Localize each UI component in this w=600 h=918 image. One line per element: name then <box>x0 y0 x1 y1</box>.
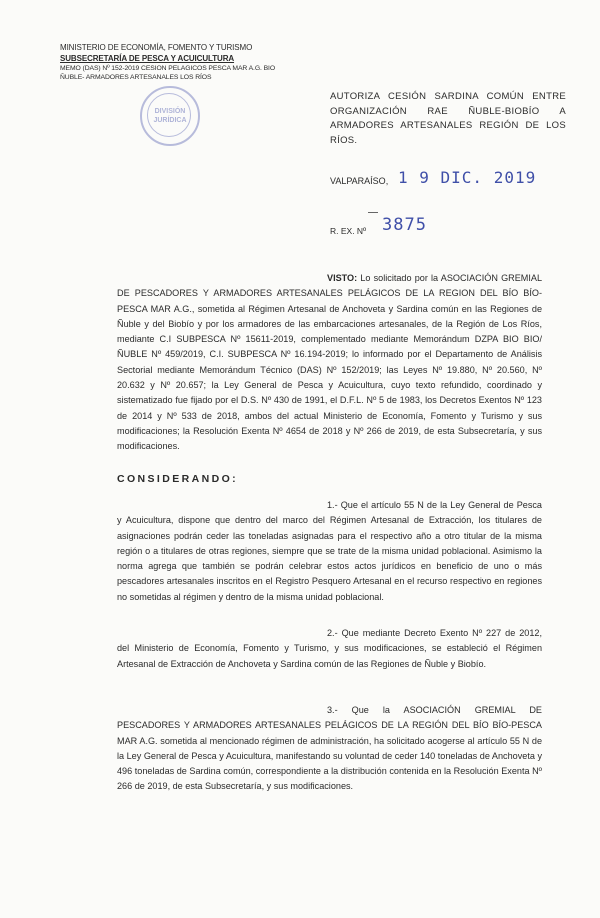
stamp-line-1: DIVISIÓN <box>154 108 186 115</box>
letterhead <box>60 42 300 82</box>
memo-reference: MEMO (DAS) Nº 152-2019 CESION PELAGICOS PESCA MAR A.G. BIO <box>60 65 276 72</box>
visto-paragraph <box>117 271 542 455</box>
division-juridica-stamp <box>140 86 200 146</box>
visto-text: Lo solicitado por la ASOCIACIÓN GREMIAL DE PESCADORES Y ARMADORES ARTESANALES PELÁGICOS DE LA REGION DEL BÍO BÍO-PESCA MAR A.G., sometida al Régimen Artesanal de Anchoveta y Sardina común en las Regiones de Ñuble y del Biobío y por los armadores de las embarcaciones artesanales, de la Región de Los Ríos, mediante C.I SUBPESCA Nº 15611-2019, complementado mediante Memorándum DZPA BIO BIO/ÑUBLE Nº 459/2019, C.I. SUBPESCA Nº 16.194-2019; lo informado por el Departamento de Análisis Sectorial mediante Memorándum Técnico (DAS) Nº 152/2019; las Leyes Nº 19.880, Nº 20.560, Nº 20.632 y Nº 20.657; la Ley General de Pesca y Acuicultura, cuyo texto refundido, coordinado y sistematizado fue fijado por el D.S. Nº 430 de 1991, el D.F.L. Nº 5 de 1983, los Decretos Exentos Nº 123 de 2014 y Nº 533 de 2018, ambos del actual Ministerio de Economía, Fomento y Turismo y sus modificaciones; la Resolución Exenta Nº 4654 de 2018 y Nº 266 de 2019, de esta Subsecretaría, y sus modificaciones. <box>117 273 542 452</box>
divider <box>368 212 378 213</box>
considerando-paragraph-2 <box>117 626 542 672</box>
considerando-paragraph-3 <box>117 703 542 795</box>
paragraph-2-text: 2.- Que mediante Decreto Exento Nº 227 de 2012, del Ministerio de Economía, Fomento y Turismo, y sus modificaciones, se estableció el Régimen Artesanal de Extracción de Anchoveta y Sardina común de las Regiones de Ñuble y Biobío. <box>117 628 542 669</box>
ministry-name: MINISTERIO DE ECONOMÍA, FOMENTO Y TURISMO <box>60 43 253 52</box>
stamp-line-2: JURÍDICA <box>153 117 187 124</box>
rex-label: R. EX. Nº <box>330 226 367 236</box>
rex-number: 3875 <box>382 215 427 235</box>
subsecretaria-name: SUBSECRETARÍA DE PESCA Y ACUICULTURA <box>60 54 235 63</box>
considerando-heading: CONSIDERANDO: <box>117 473 239 485</box>
paragraph-3-text: 3.- Que la ASOCIACIÓN GREMIAL DE PESCADORES Y ARMADORES ARTESANALES PELÁGICOS DE LA REGIÓN DEL BÍO BÍO-PESCA MAR A.G. sometida al mencionado régimen de administración, ha solicitado acogerse al artículo 55 N de la Ley General de Pesca y Acuicultura, manifestando su voluntad de ceder 140 toneladas de Anchoveta y 496 toneladas de Sardina común, correspondiente a la distribución contenida en la Resolución Exenta Nº 266 de 2019, de esta Subsecretaría, y sus modificaciones. <box>117 705 542 792</box>
considerando-paragraph-1 <box>117 498 542 605</box>
paragraph-1-text: 1.- Que el artículo 55 N de la Ley General de Pesca y Acuicultura, dispone que dentro del marco del Régimen Artesanal de Extracción, los titulares de asignaciones podrán ceder las toneladas asignadas para el respectivo año a otro titular de la misma región o a titulares de otras regiones, siempre que se trate de la misma unidad poblacional. Asimismo la norma agrega que también se podrán celebrar estos actos jurídicos en beneficio de uno o más pescadores artesanales inscritos en el Registro Pesquero Artesanal en el recurso respectivo en regiones no sometidas al régimen y dentro de la misma unidad poblacional. <box>117 500 542 602</box>
date-stamp: 1 9 DIC. 2019 <box>398 168 537 187</box>
region-reference: ÑUBLE- ARMADORES ARTESANALES LOS RÍOS <box>60 74 212 81</box>
visto-label: VISTO: <box>327 273 358 283</box>
resolution-subject: AUTORIZA CESIÓN SARDINA COMÚN ENTRE ORGANIZACIÓN RAE ÑUBLE-BIOBÍO A ARMADORES ARTESANALES REGIÓN DE LOS RÍOS. <box>330 91 566 146</box>
place-label: VALPARAÍSO, <box>330 176 389 186</box>
